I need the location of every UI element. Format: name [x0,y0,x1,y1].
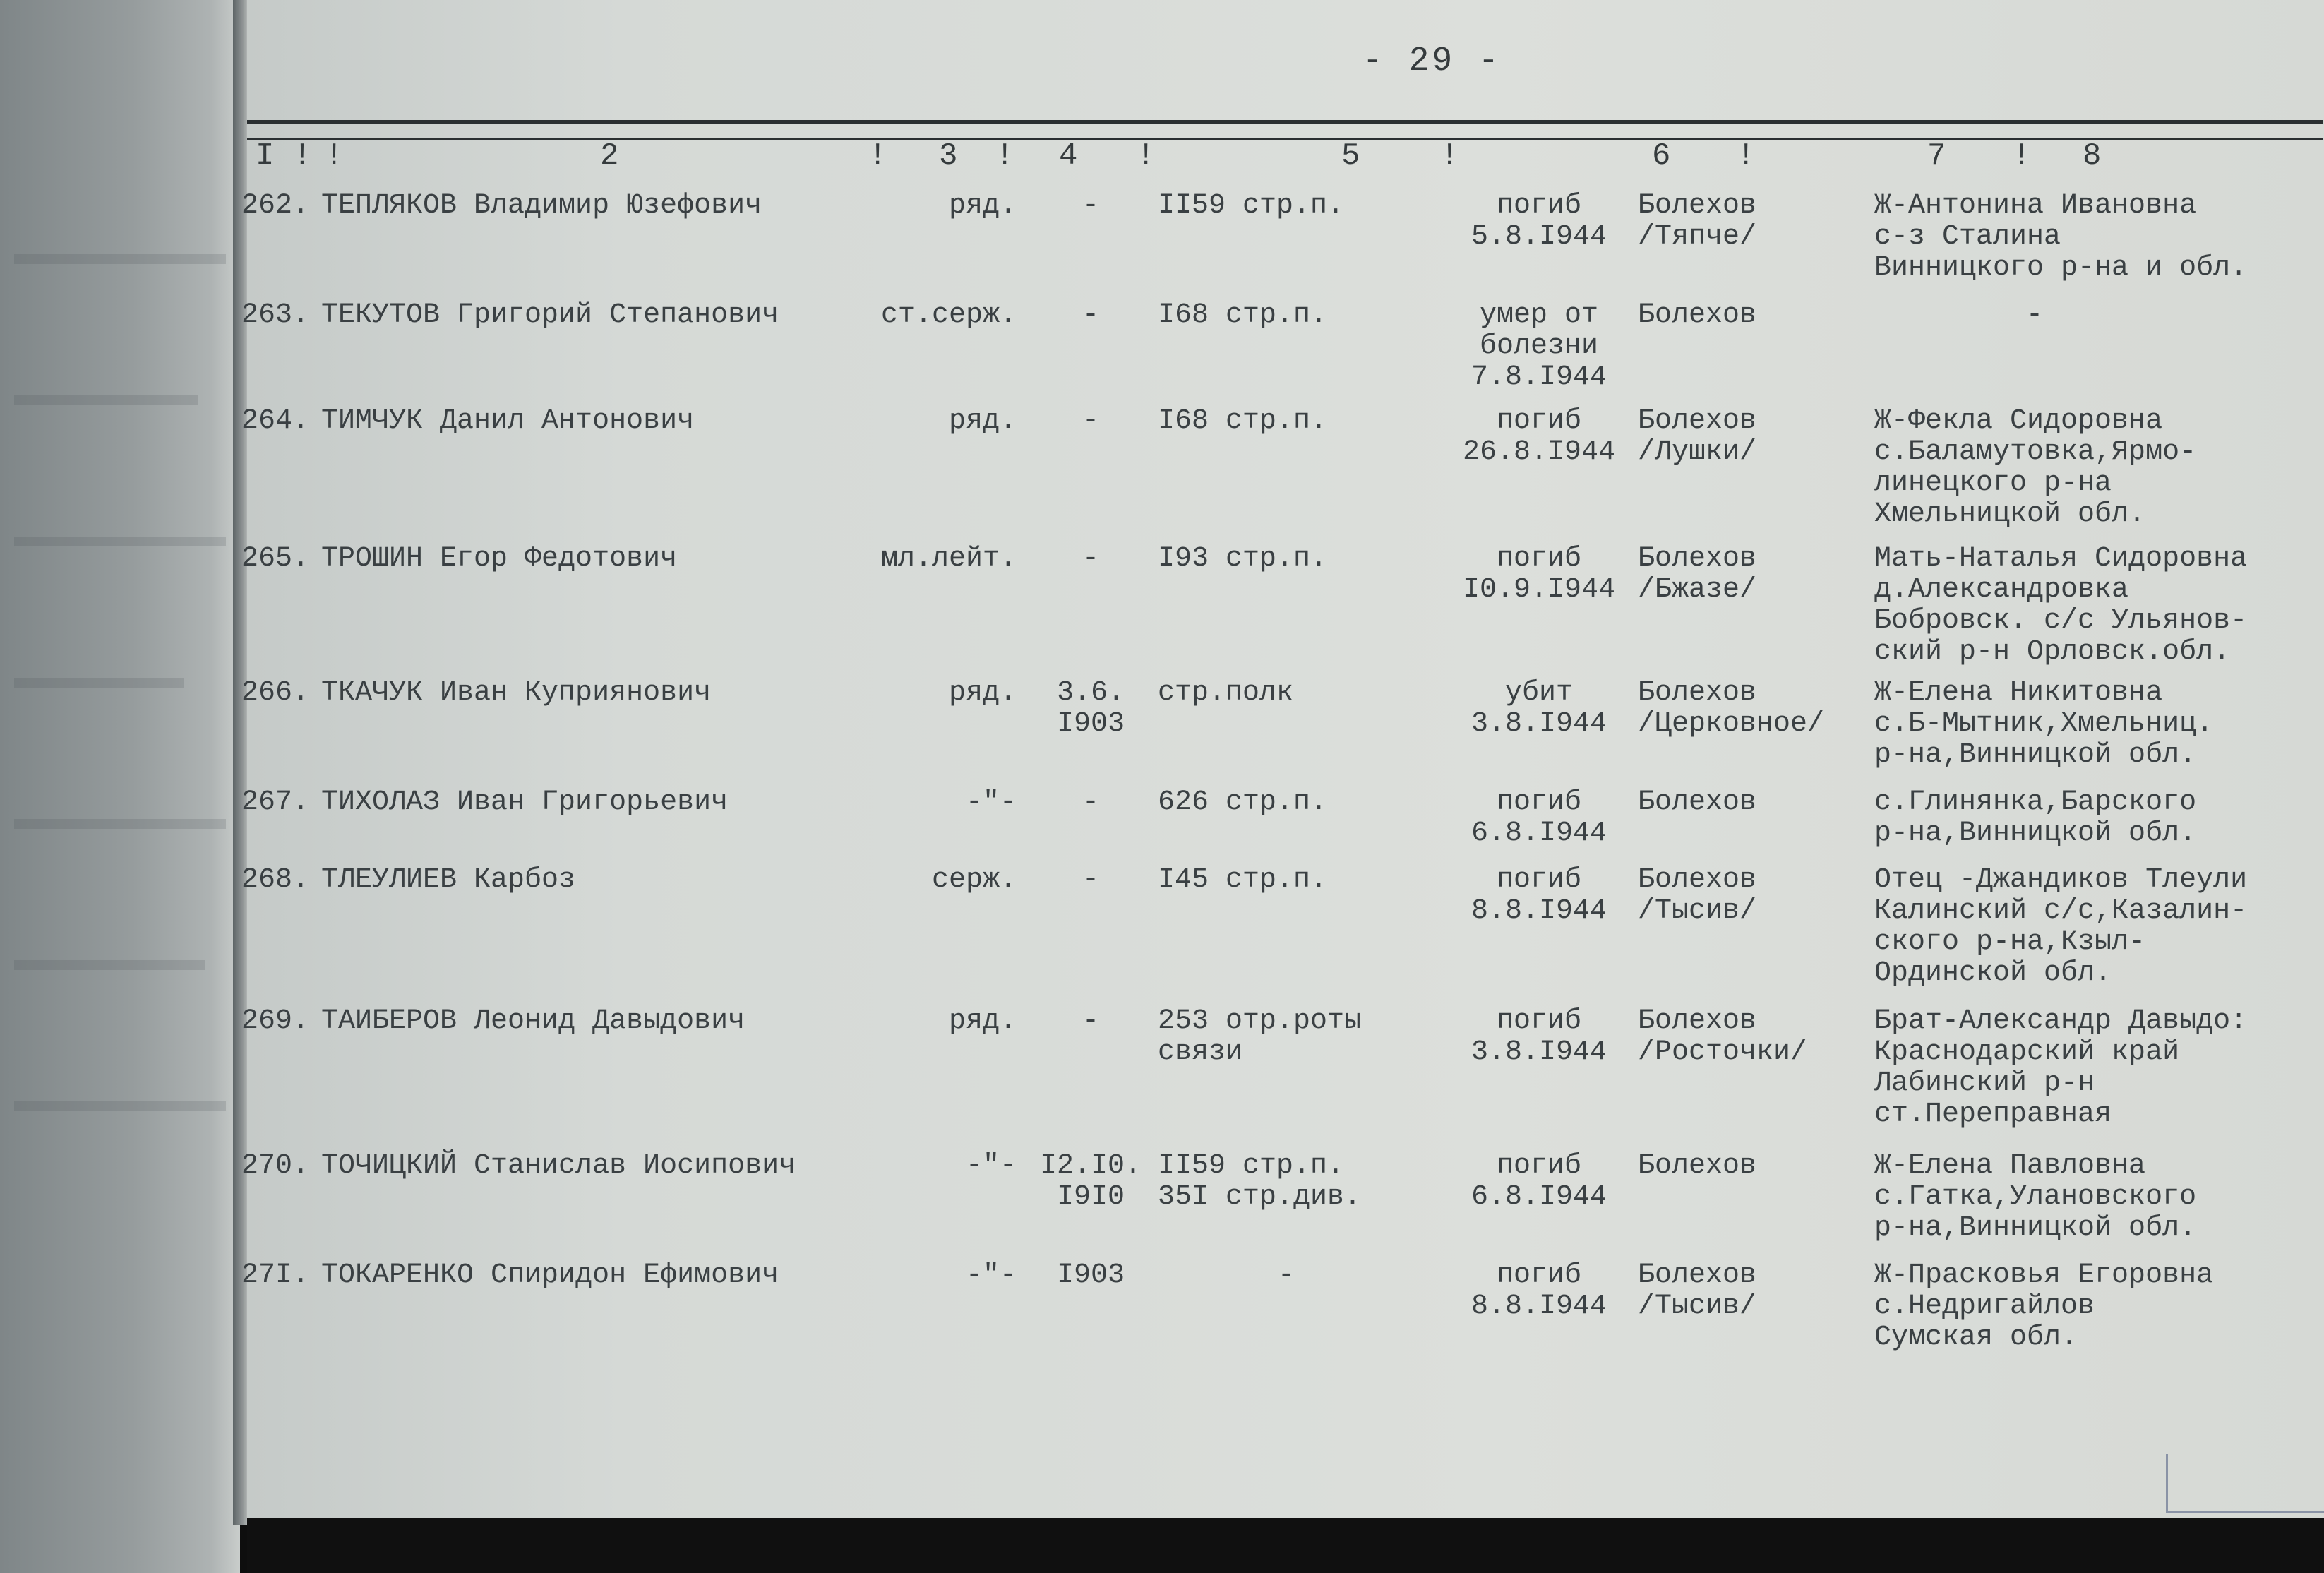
cell-rank: -"- [965,1260,1017,1291]
cell-rank: мл.лейт. [880,543,1017,575]
cell-name: ТОКАРЕНКО Спиридон Ефимович [321,1260,779,1291]
cell-fate: I0.9.I944 [1462,574,1616,606]
cell-fate: умер от [1479,299,1599,331]
cell-kin: ст.Переправная [1874,1099,2112,1130]
cell-fate: 8.8.I944 [1471,1291,1607,1322]
cell-name: ТЕКУТОВ Григорий Степанович [321,299,779,331]
cell-kin: Брат-Александр Давыдо: [1874,1005,2248,1037]
column-header-14: 8 [2083,138,2102,174]
page-number: - 29 - [1362,42,1502,80]
cell-fate: 8.8.I944 [1471,895,1607,927]
column-header-13: ! [2012,138,2031,174]
cell-unit: связи [1158,1036,1243,1068]
cell-name: ТЛЕУЛИЕВ Карбоз [321,864,576,896]
cell-born: I9I0 [1056,1181,1125,1213]
cell-kin: Ординской обл. [1874,957,2112,989]
cell-kin: с.Глинянка,Барского [1874,786,2197,818]
cell-unit: - [1278,1260,1295,1291]
column-header-10: 6 [1652,138,1671,174]
cell-rank: ряд. [948,190,1017,222]
cell-born: I2.I0. [1039,1150,1142,1182]
cell-name: ТИМЧУК Данил Антонович [321,405,695,437]
cell-kin: Ж-Антонина Ивановна [1874,190,2197,222]
cell-kin: линецкого р-на [1874,467,2112,499]
cell-fate: 6.8.I944 [1471,818,1607,849]
cell-kin: Мать-Наталья Сидоровна [1874,543,2248,575]
cell-rank: ряд. [948,405,1017,437]
cell-kin: с.Гатка,Улановского [1874,1181,2197,1213]
cell-fate: 3.8.I944 [1471,708,1607,740]
cell-rank: серж. [931,864,1017,896]
column-header-8: 5 [1341,138,1360,174]
cell-kin: Ж-Елена Павловна [1874,1150,2146,1182]
cell-fate: погиб [1496,864,1582,896]
cell-fate: погиб [1496,786,1582,818]
cell-unit: I68 стр.п. [1158,405,1328,437]
cell-num: 27I. [241,1260,310,1291]
column-header-7: ! [1137,138,1156,174]
column-header-6: 4 [1059,138,1078,174]
cell-kin: Сумская обл. [1874,1322,2078,1353]
column-header-0: I ! [256,138,312,174]
cell-place: /Церковное/ [1638,708,1825,740]
document-page [241,0,2324,1518]
cell-kin: Калинский с/с,Казалин- [1874,895,2248,927]
column-header-3: ! [868,138,887,174]
cell-unit: I45 стр.п. [1158,864,1328,896]
column-header-12: 7 [1927,138,1946,174]
cell-kin: с-з Сталина [1874,221,2061,253]
cell-kin: Ж-Елена Никитовна [1874,677,2163,709]
cell-place: Болехов [1638,299,1757,331]
cell-place: /Тысив/ [1638,1291,1757,1322]
cell-fate: погиб [1496,190,1582,222]
cell-kin: ский р-н Орловск.обл. [1874,636,2231,668]
header-rule-top [247,120,2323,124]
cell-num: 262. [241,190,310,222]
cell-unit: II59 стр.п. [1158,1150,1345,1182]
cell-num: 266. [241,677,310,709]
cell-kin: Краснодарский край [1874,1036,2180,1068]
cell-name: ТАИБЕРОВ Леонид Давыдович [321,1005,745,1037]
cell-kin: Отец -Джандиков Тлеули [1874,864,2248,896]
cell-kin: с.Недригайлов [1874,1291,2095,1322]
cell-place: Болехов [1638,190,1757,222]
cell-unit: II59 стр.п. [1158,190,1345,222]
cell-kin: Лабинский р-н [1874,1067,2095,1099]
corner-box [2166,1454,2324,1513]
cell-place: Болехов [1638,1005,1757,1037]
cell-born: - [1082,1005,1100,1037]
cell-fate: погиб [1496,405,1582,437]
cell-num: 268. [241,864,310,896]
cell-fate: 7.8.I944 [1471,361,1607,393]
cell-num: 265. [241,543,310,575]
cell-place: Болехов [1638,1260,1757,1291]
cell-fate: 6.8.I944 [1471,1181,1607,1213]
cell-fate: 3.8.I944 [1471,1036,1607,1068]
cell-name: ТКАЧУК Иван Куприянович [321,677,712,709]
cell-kin: с.Б-Мытник,Хмельниц. [1874,708,2214,740]
cell-kin: Хмельницкой обл. [1874,498,2146,530]
column-header-5: ! [995,138,1014,174]
cell-name: ТЕПЛЯКОВ Владимир Юзефович [321,190,762,222]
cell-born: - [1082,786,1100,818]
cell-place: Болехов [1638,786,1757,818]
column-header-4: 3 [939,138,958,174]
cell-unit: 626 стр.п. [1158,786,1328,818]
cell-kin: Ж-Прасковья Егоровна [1874,1260,2214,1291]
cell-fate: погиб [1496,1260,1582,1291]
cell-place: /Тяпче/ [1638,221,1757,253]
cell-rank: -"- [965,1150,1017,1182]
cell-place: Болехов [1638,543,1757,575]
left-page-edge [0,0,240,1573]
cell-unit: 253 отр.роты [1158,1005,1362,1037]
cell-fate: болезни [1479,330,1599,362]
header-rule-bottom [247,138,2323,140]
cell-born: - [1082,405,1100,437]
cell-born: - [1082,543,1100,575]
cell-place: /Тысив/ [1638,895,1757,927]
cell-unit: 35I стр.див. [1158,1181,1362,1213]
cell-kin: - [2026,299,2044,331]
cell-place: /Росточки/ [1638,1036,1808,1068]
column-header-9: ! [1440,138,1459,174]
cell-place: Болехов [1638,1150,1757,1182]
cell-place: Болехов [1638,864,1757,896]
cell-rank: -"- [965,786,1017,818]
cell-name: ТРОШИН Егор Федотович [321,543,678,575]
book-gutter [233,0,248,1525]
cell-fate: погиб [1496,1150,1582,1182]
cell-kin: Ж-Фекла Сидоровна [1874,405,2163,437]
cell-place: Болехов [1638,405,1757,437]
cell-born: - [1082,864,1100,896]
cell-fate: 5.8.I944 [1471,221,1607,253]
cell-kin: ского р-на,Кзыл- [1874,926,2146,958]
cell-kin: с.Баламутовка,Ярмо- [1874,436,2197,468]
cell-born: I903 [1056,708,1125,740]
cell-kin: р-на,Винницкой обл. [1874,818,2197,849]
cell-num: 264. [241,405,310,437]
cell-rank: ст.серж. [880,299,1017,331]
cell-unit: стр.полк [1158,677,1294,709]
cell-fate: погиб [1496,1005,1582,1037]
cell-place: /Бжазе/ [1638,574,1757,606]
cell-place: Болехов [1638,677,1757,709]
cell-born: - [1082,299,1100,331]
cell-kin: р-на,Винницкой обл. [1874,1212,2197,1244]
cell-kin: р-на,Винницкой обл. [1874,739,2197,771]
cell-fate: убит [1504,677,1574,709]
cell-kin: Винницкого р-на и обл. [1874,252,2248,284]
cell-name: ТОЧИЦКИЙ Станислав Иосипович [321,1150,796,1182]
cell-unit: I68 стр.п. [1158,299,1328,331]
cell-num: 270. [241,1150,310,1182]
background-strip [247,1518,2324,1573]
column-header-11: ! [1737,138,1756,174]
cell-num: 269. [241,1005,310,1037]
cell-born: - [1082,190,1100,222]
cell-fate: 26.8.I944 [1462,436,1616,468]
cell-place: /Лушки/ [1638,436,1757,468]
cell-rank: ряд. [948,1005,1017,1037]
cell-num: 263. [241,299,310,331]
cell-name: ТИХОЛАЗ Иван Григорьевич [321,786,729,818]
cell-num: 267. [241,786,310,818]
cell-born: 3.6. [1056,677,1125,709]
cell-unit: I93 стр.п. [1158,543,1328,575]
column-header-2: 2 [600,138,619,174]
cell-born: I903 [1056,1260,1125,1291]
cell-rank: ряд. [948,677,1017,709]
column-header-1: ! [325,138,344,174]
cell-fate: погиб [1496,543,1582,575]
cell-kin: д.Александровка [1874,574,2129,606]
cell-kin: Бобровск. с/с Ульянов- [1874,605,2248,637]
